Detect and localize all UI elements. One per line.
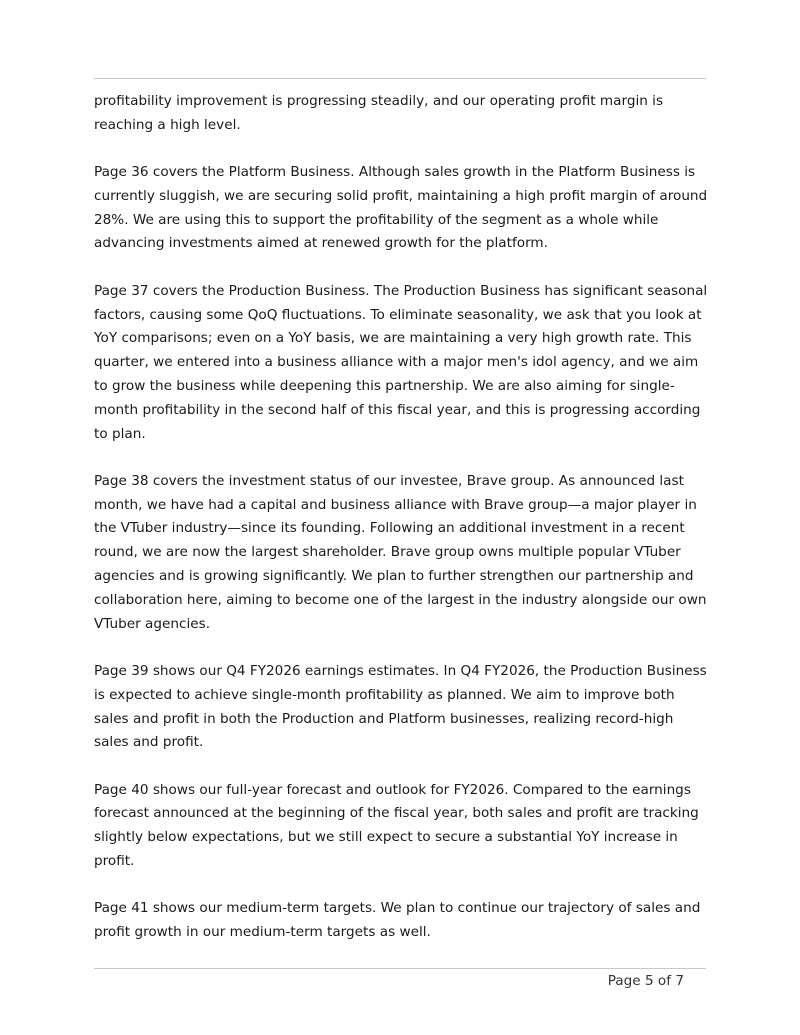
paragraph-q4-estimates: Page 39 shows our Q4 FY2026 earnings estimates. In Q4 FY2026, the Production Business is expected to achieve single-month profitability as planned. We aim to improve both sales and profit in both the Production and Platform businesses, realizing record-high sales and profit. bbox=[94, 662, 707, 751]
footer-divider bbox=[94, 968, 706, 969]
paragraph-production-business: Page 37 covers the Production Business. The Production Business has significant seasonal factors, causing some QoQ fluctuations. To eliminate seasonality, we ask that you look at YoY comparisons; even on a YoY basis, we are maintaining a very high growth rate. This quarter, we entered into a business alliance with a major men's idol agency, and we aim to grow the business while deepening this partnership. We are also aiming for single-month profitability in the second half of this fiscal year, and this is progressing according to plan. bbox=[94, 282, 708, 442]
paragraph-medium-term-targets: Page 41 shows our medium-term targets. We plan to continue our trajectory of sales and profit growth in our medium-term targets as well. bbox=[94, 900, 701, 941]
header-divider bbox=[94, 78, 706, 79]
page-number: Page 5 of 7 bbox=[607, 973, 684, 989]
paragraph-profitability-continued: profitability improvement is progressing steadily, and our operating profit margin is reaching a high level. bbox=[94, 93, 664, 133]
paragraph-brave-group: Page 38 covers the investment status of our investee, Brave group. As announced last month, we have had a capital and business alliance with Brave group—a major player in the VTuber industry—since its founding. Following an additional investment in a recent round, we are now the largest shareholder. Brave group owns multiple popular VTuber agencies and is growing significantly. We plan to further strengthen our partnership and collaboration here, aiming to become one of the largest in the industry alongside our own VTuber agencies. bbox=[94, 472, 707, 632]
document-body bbox=[94, 90, 708, 968]
paragraph-platform-business: Page 36 covers the Platform Business. Although sales growth in the Platform Business is currently sluggish, we are securing solid profit, maintaining a high profit margin of around 28%. We are using this to support the profitability of the segment as a whole while advancing investments aimed at renewed growth for the platform. bbox=[94, 164, 708, 252]
paragraph-full-year-forecast: Page 40 shows our full-year forecast and outlook for FY2026. Compared to the earnings forecast announced at the beginning of the fiscal year, both sales and profit are tracking slightly below expectations, but we still expect to secure a substantial YoY increase in profit. bbox=[94, 781, 699, 870]
